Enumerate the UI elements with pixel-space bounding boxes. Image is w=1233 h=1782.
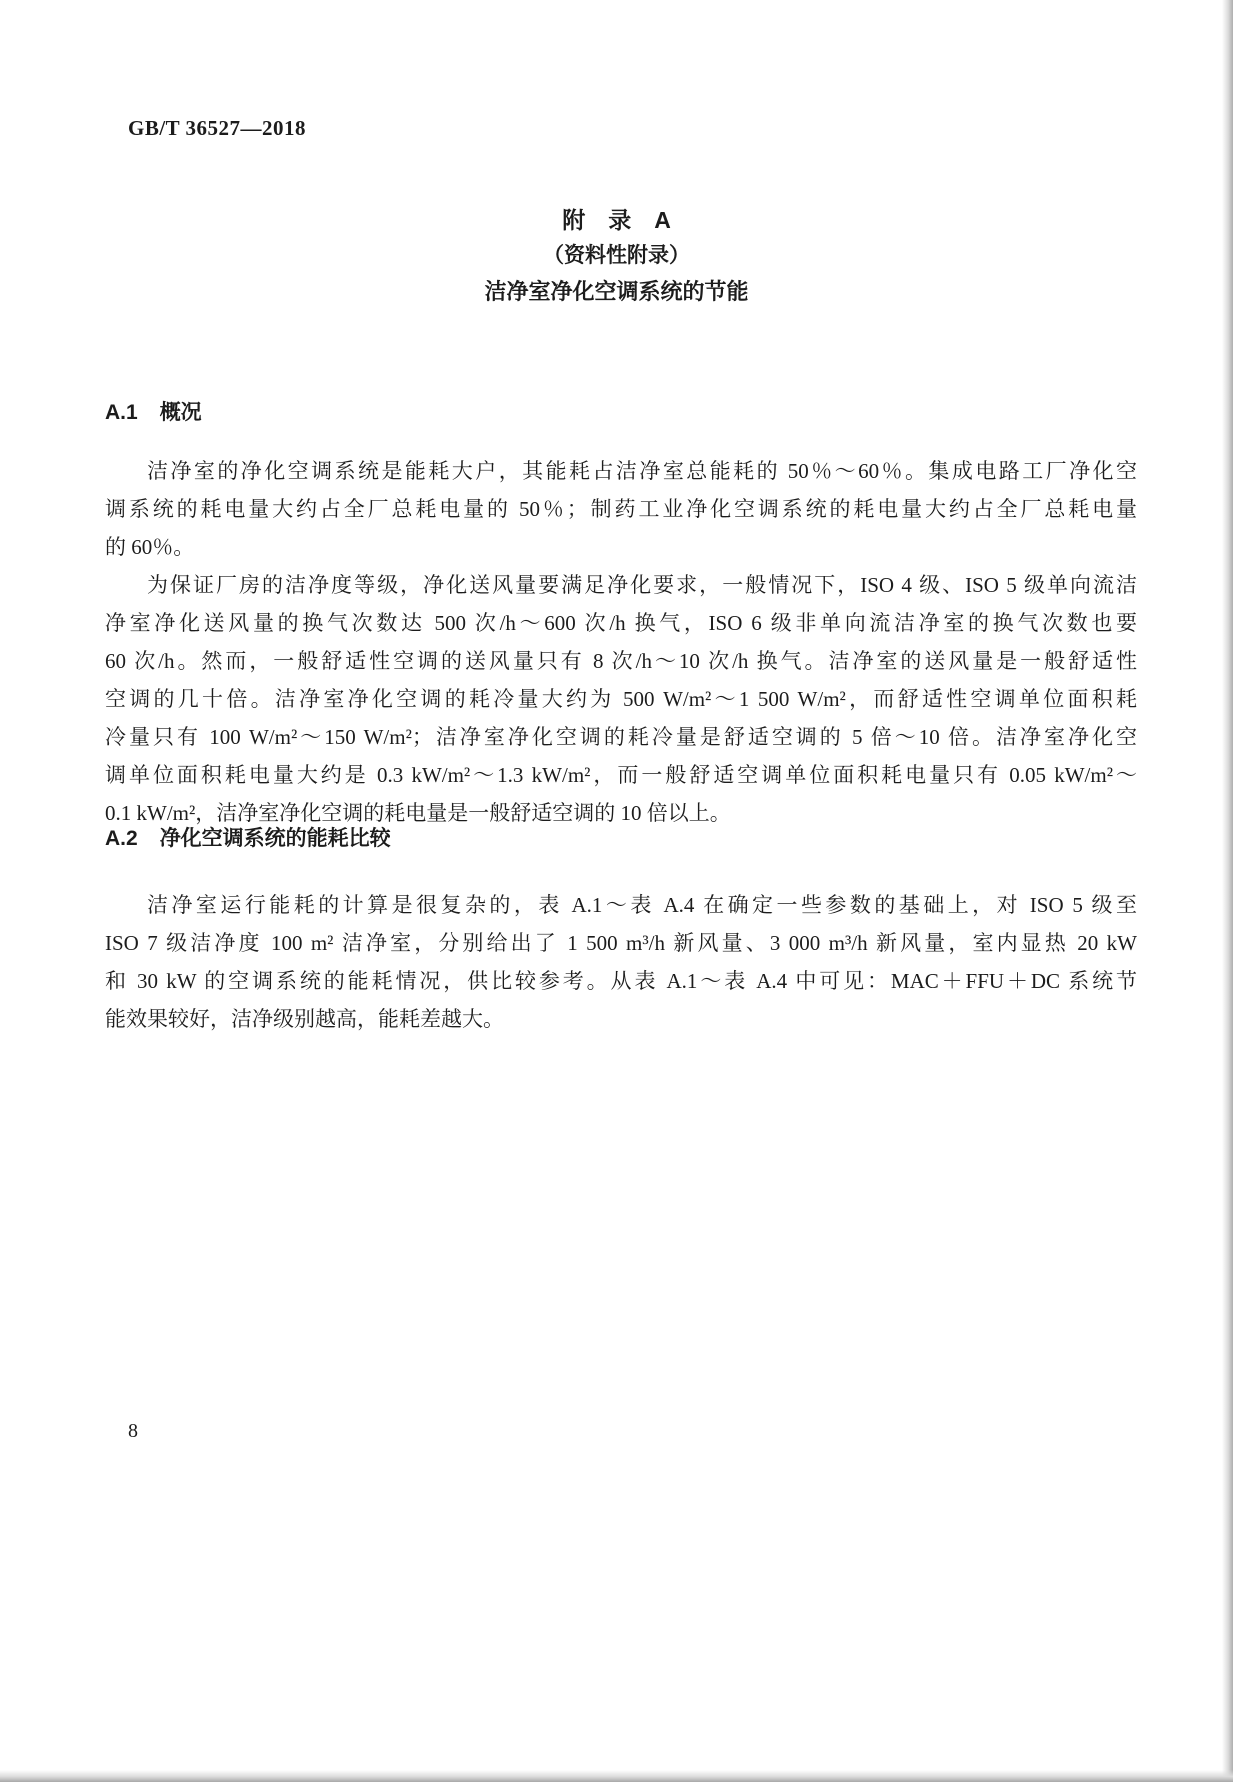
paragraph-a1-1 bbox=[105, 452, 1137, 566]
text-line: 60 次/h。然而，一般舒适性空调的送风量只有 8 次/h～10 次/h 换气。洁净室的送风量是一般舒适性 bbox=[105, 649, 1137, 673]
text-line: ISO 7 级洁净度 100 m² 洁净室，分别给出了 1 500 m³/h 新风量、3 000 m³/h 新风量，室内显热 20 kW bbox=[105, 931, 1137, 955]
section-a1-heading bbox=[105, 400, 202, 426]
text-line: 的 60％。 bbox=[105, 535, 195, 559]
text-line: 能效果较好，洁净级别越高，能耗差越大。 bbox=[105, 1007, 504, 1031]
text-line: 净室净化送风量的换气次数达 500 次/h～600 次/h 换气，ISO 6 级非单向流洁净室的换气次数也要 bbox=[105, 611, 1137, 635]
appendix-title: 附 录 A bbox=[562, 207, 671, 233]
section-a2-number: A.2 bbox=[105, 827, 138, 850]
appendix-subtitle: （资料性附录） bbox=[543, 244, 690, 267]
text-line: 洁净室的净化空调系统是能耗大户，其能耗占洁净室总能耗的 50％～60％。集成电路工厂净化空 bbox=[147, 459, 1137, 483]
scan-edge-bottom bbox=[0, 1770, 1233, 1782]
text-line: 调系统的耗电量大约占全厂总耗电量的 50％；制药工业净化空调系统的耗电量大约占全厂总耗电量 bbox=[105, 497, 1137, 521]
text-line: 空调的几十倍。洁净室净化空调的耗冷量大约为 500 W/m²～1 500 W/m²，而舒适性空调单位面积耗 bbox=[105, 687, 1137, 711]
page-number: 8 bbox=[128, 1420, 138, 1442]
text-line: 为保证厂房的洁净度等级，净化送风量要满足净化要求，一般情况下，ISO 4 级、ISO 5 级单向流洁 bbox=[147, 573, 1137, 597]
text-line: 和 30 kW 的空调系统的能耗情况，供比较参考。从表 A.1～表 A.4 中可见：MAC＋FFU＋DC 系统节 bbox=[105, 969, 1137, 993]
section-a1-title: 概况 bbox=[159, 401, 202, 424]
section-a1-number: A.1 bbox=[105, 401, 138, 424]
section-a2-title: 净化空调系统的能耗比较 bbox=[159, 827, 391, 850]
paragraph-a1-2 bbox=[105, 566, 1137, 832]
section-a2-heading bbox=[105, 826, 391, 852]
appendix-title-block bbox=[0, 202, 1233, 310]
standard-code: GB/T 36527—2018 bbox=[128, 116, 307, 140]
text-line: 调单位面积耗电量大约是 0.3 kW/m²～1.3 kW/m²，而一般舒适空调单位面积耗电量只有 0.05 kW/m²～ bbox=[105, 763, 1137, 787]
text-line: 冷量只有 100 W/m²～150 W/m²；洁净室净化空调的耗冷量是舒适空调的 5 倍～10 倍。洁净室净化空 bbox=[105, 725, 1137, 749]
paragraph-a2-1 bbox=[105, 886, 1137, 1038]
text-line: 0.1 kW/m²，洁净室净化空调的耗电量是一般舒适空调的 10 倍以上。 bbox=[105, 801, 731, 825]
text-line: 洁净室运行能耗的计算是很复杂的，表 A.1～表 A.4 在确定一些参数的基础上，对 ISO 5 级至 bbox=[147, 893, 1137, 917]
appendix-name: 洁净室净化空调系统的节能 bbox=[484, 279, 749, 304]
